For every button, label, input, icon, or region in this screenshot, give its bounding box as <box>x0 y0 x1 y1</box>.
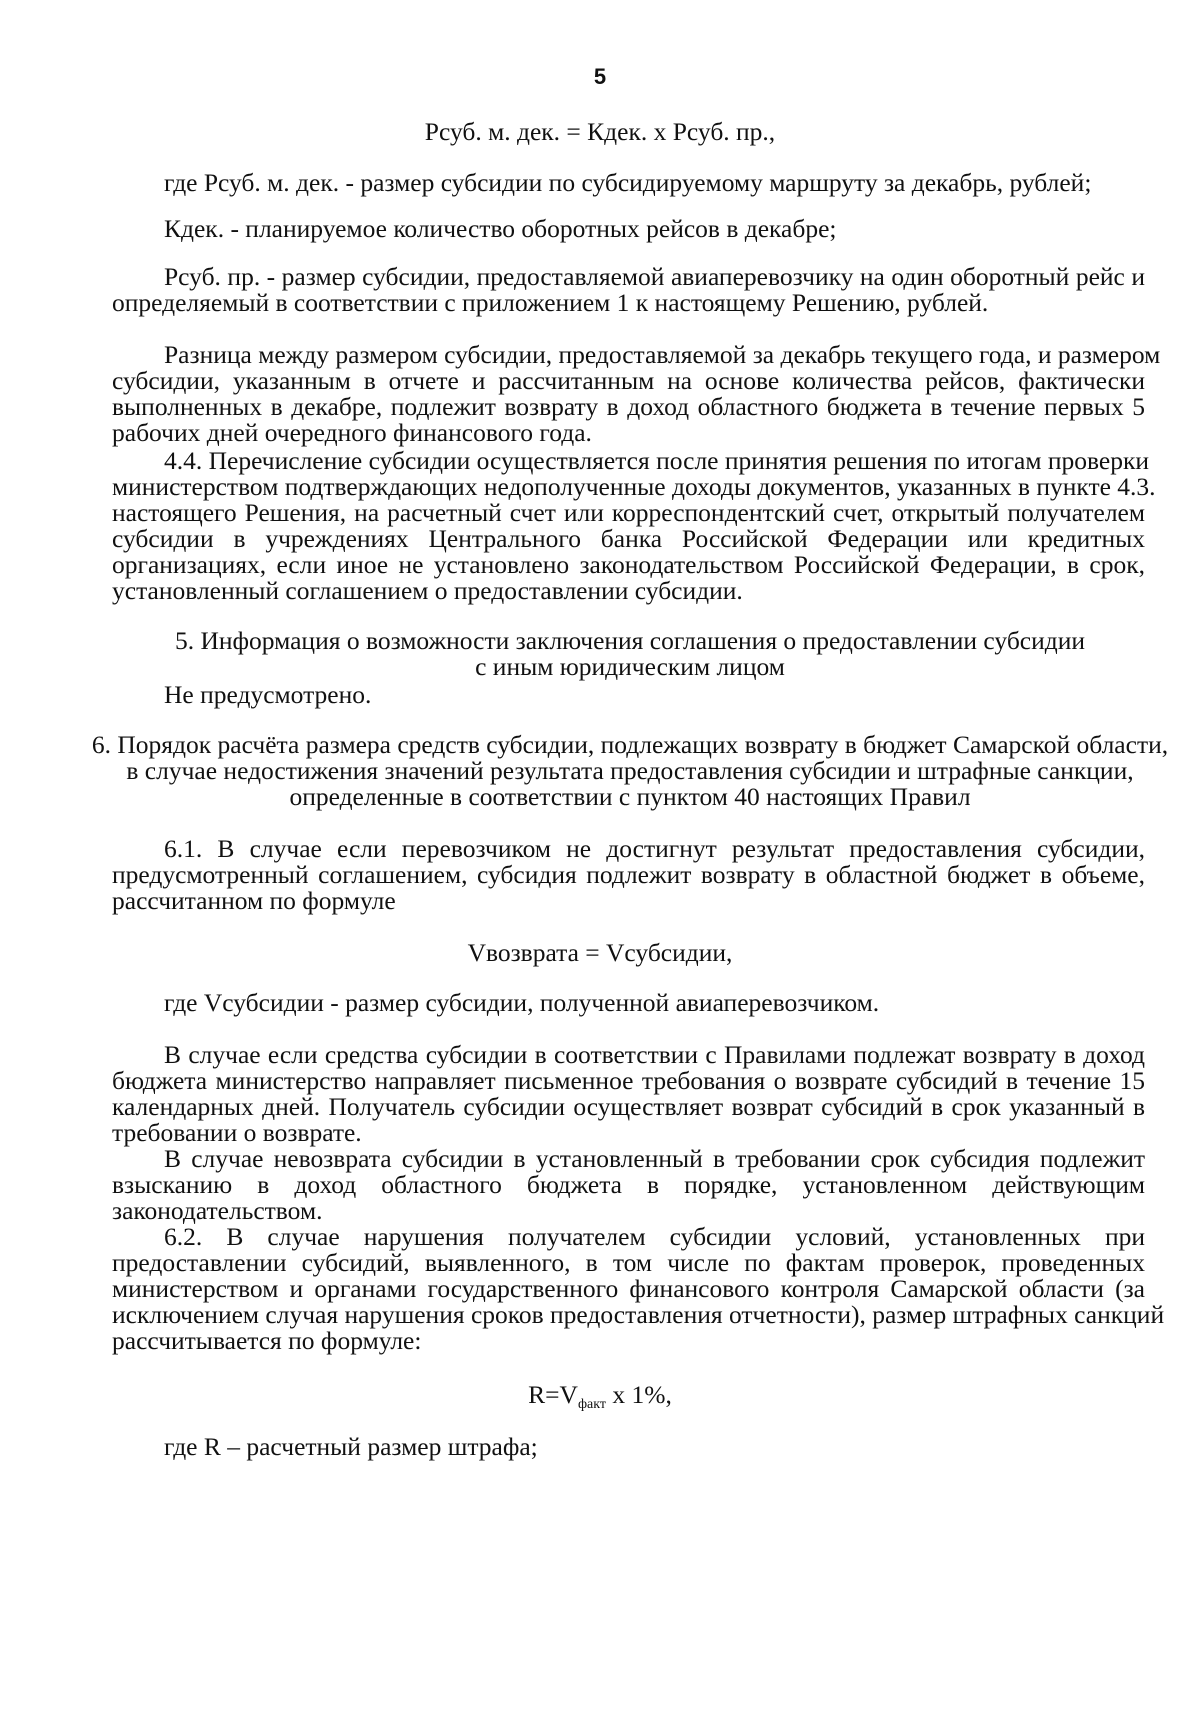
formula-return: Vвозврата = Vсубсидии, <box>467 938 733 967</box>
difference-paragraph-line: субсидии, указанным в отчете и рассчитанным на основе количества рейсов, фактически <box>112 366 1145 395</box>
section-6-heading: в случае недостижения значений результата предоставления субсидии и штрафные санкции, <box>126 756 1134 785</box>
clause-6-2-line: 6.2. В случае нарушения получателем субсидии условий, установленных при <box>164 1222 1145 1251</box>
definition-rsub-december: где Рсуб. м. дек. - размер субсидии по субсидируемому маршруту за декабрь, рублей; <box>164 168 1092 197</box>
section-5-heading: 5. Информация о возможности заключения соглашения о предоставлении субсидии <box>174 626 1086 655</box>
formula-penalty-left: R=V <box>528 1380 578 1409</box>
return-paragraph-line: календарных дней. Получатель субсидии осуществляет возврат субсидий в срок указанный в <box>112 1092 1145 1121</box>
formula-penalty-right: х 1%, <box>605 1380 672 1409</box>
section-6-heading: 6. Порядок расчёта размера средств субсидии, подлежащих возврату в бюджет Самарской области, <box>91 730 1169 759</box>
clause-4-4-line: настоящего Решения, на расчетный счет или корреспондентский счет, открытый получателем <box>112 498 1145 527</box>
definition-rsub-pr-line: Рсуб. пр. - размер субсидии, предоставляемой авиаперевозчику на один оборотный рейс и <box>164 262 1145 291</box>
non-return-paragraph-line: взысканию в доход областного бюджета в порядке, установленном действующим <box>112 1170 1145 1199</box>
return-paragraph-line: бюджета министерство направляет письменное требования о возврате субсидий в течение 15 <box>112 1066 1145 1095</box>
clause-4-4-line: министерством подтверждающих недополученные доходы документов, указанных в пункте 4.3. <box>112 472 1156 501</box>
non-return-paragraph-line: законодательством. <box>112 1196 323 1225</box>
clause-6-2-line: рассчитывается по формуле: <box>112 1326 422 1355</box>
clause-6-2-line: предоставлении субсидий, выявленного, в том числе по фактам проверок, проведенных <box>112 1248 1145 1277</box>
definition-rsub-pr-line: определяемый в соответствии с приложением 1 к настоящему Решению, рублей. <box>112 288 989 317</box>
definition-vsub: где Vсубсидии - размер субсидии, полученной авиаперевозчиком. <box>164 988 880 1017</box>
clause-4-4-line: организациях, если иное не установлено законодательством Российской Федерации, в срок, <box>112 550 1145 579</box>
clause-4-4-line: 4.4. Перечисление субсидии осуществляется после принятия решения по итогам проверки <box>164 446 1150 475</box>
section-6-heading: определенные в соответствии с пунктом 40 настоящих Правил <box>289 782 971 811</box>
return-paragraph-line: требовании о возврате. <box>112 1118 362 1147</box>
non-return-paragraph-line: В случае невозврата субсидии в установленный в требовании срок субсидия подлежит <box>164 1144 1145 1173</box>
formula-penalty <box>0 1380 1200 1420</box>
clause-6-2-line: министерством и органами государственного финансового контроля Самарской области (за <box>112 1274 1145 1303</box>
clause-6-1-line: 6.1. В случае если перевозчиком не достигнут результат предоставления субсидии, <box>164 834 1145 863</box>
formula-december: Рсуб. м. дек. = Кдек. х Рсуб. пр., <box>424 117 776 146</box>
difference-paragraph-line: рабочих дней очередного финансового года. <box>112 418 592 447</box>
clause-6-1-line: рассчитанном по формуле <box>112 886 396 915</box>
clause-4-4-line: установленный соглашением о предоставлении субсидии. <box>112 576 743 605</box>
clause-6-2-line: исключением случая нарушения сроков предоставления отчетности), размер штрафных санкций <box>112 1300 1165 1329</box>
section-5-heading: с иным юридическим лицом <box>475 652 785 681</box>
definition-r: где R – расчетный размер штрафа; <box>164 1432 538 1461</box>
formula-penalty-subscript: факт <box>577 1397 606 1412</box>
difference-paragraph-line: Разница между размером субсидии, предоставляемой за декабрь текущего года, и размером <box>164 340 1161 369</box>
page-number: 5 <box>593 64 607 89</box>
clause-6-1-line: предусмотренный соглашением, субсидия подлежит возврату в областной бюджет в объеме, <box>112 860 1145 889</box>
return-paragraph-line: В случае если средства субсидии в соответствии с Правилами подлежат возврату в доход <box>164 1040 1145 1069</box>
clause-4-4-line: субсидии в учреждениях Центрального банка Российской Федерации или кредитных <box>112 524 1145 553</box>
section-5-text: Не предусмотрено. <box>164 680 372 709</box>
difference-paragraph-line: выполненных в декабре, подлежит возврату в доход областного бюджета в течение первых 5 <box>112 392 1145 421</box>
definition-kdec: Кдек. - планируемое количество оборотных рейсов в декабре; <box>164 214 837 243</box>
